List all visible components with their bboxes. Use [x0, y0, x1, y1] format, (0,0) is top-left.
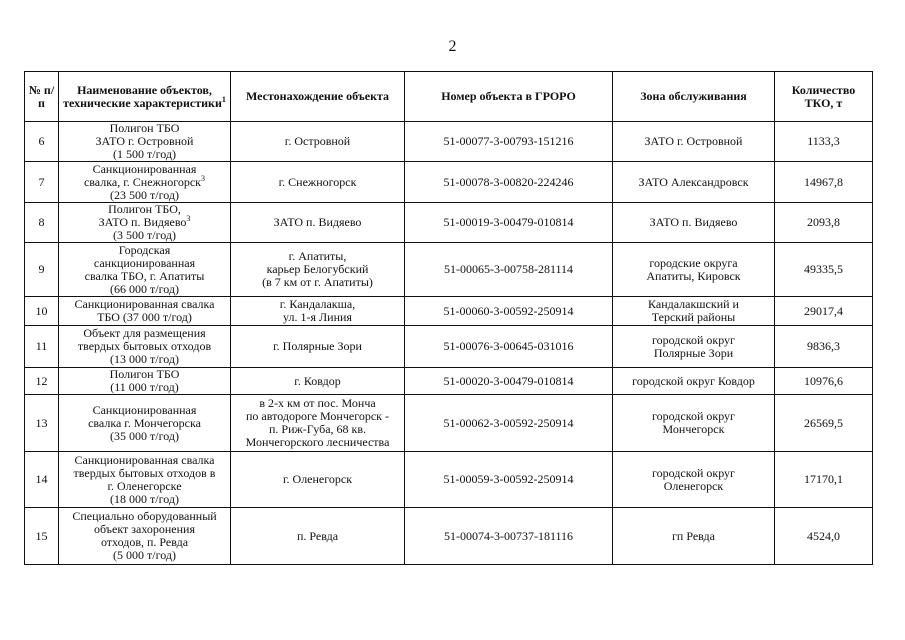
- header-name-footnote: 1: [221, 94, 226, 104]
- cell-name-line: свалка ТБО, г. Апатиты: [84, 268, 205, 283]
- table-row: [25, 243, 873, 297]
- cell-zone-line: городской округ: [652, 332, 735, 347]
- header-name: [59, 72, 231, 122]
- table-row: [25, 297, 873, 326]
- cell-name-line: (1 500 т/год): [113, 147, 176, 161]
- header-num: № п/п: [25, 72, 59, 122]
- cell-name: [59, 368, 231, 395]
- cell-name-line: свалка г. Мончегорска: [88, 415, 201, 430]
- table-row: [25, 326, 873, 368]
- cell-zone: [613, 368, 775, 395]
- cell-groro: 51-00020-3-00479-010814: [405, 368, 613, 395]
- cell-location-line: в 2-х км от пос. Монча: [259, 396, 376, 410]
- cell-name-line: (5 000 т/год): [113, 548, 176, 562]
- cell-location-line: ул. 1-я Линия: [283, 310, 352, 324]
- cell-name-line: Санкционированная: [92, 402, 197, 417]
- cell-name: [59, 122, 231, 162]
- cell-zone: [613, 508, 775, 565]
- cell-name-line: Объект для размещения: [83, 326, 206, 340]
- cell-name: [59, 508, 231, 565]
- cell-location-line: Мончегорского лесничества: [245, 435, 390, 449]
- cell-groro: 51-00076-3-00645-031016: [405, 326, 613, 368]
- cell-zone-line: ЗАТО г. Островной: [644, 134, 743, 148]
- cell-groro: 51-00019-3-00479-010814: [405, 203, 613, 243]
- cell-location-line: по автодороге Мончегорск -: [246, 409, 389, 423]
- cell-zone-line: Кандалакшский и: [648, 297, 739, 311]
- cell-name-footnote: 3: [186, 214, 191, 223]
- cell-location-line: п. Риж-Губа, 68 кв.: [268, 422, 367, 436]
- cell-location-line: г. Кандалакша,: [279, 297, 356, 311]
- cell-num: 12: [25, 368, 59, 395]
- cell-groro: 51-00062-3-00592-250914: [405, 395, 613, 452]
- cell-quantity: 29017,4: [775, 297, 873, 326]
- cell-groro: 51-00060-3-00592-250914: [405, 297, 613, 326]
- cell-name-line: Полигон ТБО: [109, 121, 180, 135]
- cell-location: [231, 122, 405, 162]
- cell-zone: [613, 395, 775, 452]
- cell-location-line: г. Ковдор: [294, 373, 341, 388]
- cell-zone-line: Полярные Зори: [653, 345, 734, 360]
- cell-num: 15: [25, 508, 59, 565]
- landfill-registry-table: [24, 71, 873, 565]
- cell-location: [231, 203, 405, 243]
- cell-name: [59, 203, 231, 243]
- cell-name-line: Городская: [118, 242, 171, 257]
- cell-name: [59, 395, 231, 452]
- cell-location: [231, 162, 405, 203]
- cell-name-line: (18 000 т/год): [110, 491, 179, 506]
- header-location: Местонахождение объекта: [231, 72, 405, 122]
- cell-name-line: санкционированная: [93, 255, 196, 270]
- cell-zone-line: городские округа: [649, 255, 738, 270]
- header-name-text: Наименование объектов, технические характеристики: [63, 82, 222, 110]
- cell-zone: [613, 122, 775, 162]
- table-row: [25, 395, 873, 452]
- cell-groro: 51-00077-3-00793-151216: [405, 122, 613, 162]
- cell-zone: [613, 243, 775, 297]
- cell-location-line: г. Островной: [284, 134, 351, 148]
- cell-name-line: твердых бытовых отходов: [77, 339, 212, 353]
- cell-location: [231, 452, 405, 508]
- cell-groro: 51-00065-3-00758-281114: [405, 243, 613, 297]
- cell-location-line: г. Полярные Зори: [273, 339, 362, 353]
- cell-name-line: г. Оленегорске: [107, 478, 182, 493]
- cell-zone-line: городской округ: [652, 465, 735, 480]
- cell-location-line: (в 7 км от г. Апатиты): [262, 275, 373, 289]
- table-row: [25, 368, 873, 395]
- cell-name-line: ЗАТО г. Островной: [95, 134, 194, 148]
- cell-name: [59, 162, 231, 203]
- header-groro: Номер объекта в ГРОРО: [405, 72, 613, 122]
- cell-zone-line: ЗАТО Александровск: [638, 174, 749, 189]
- cell-name-footnote: 3: [201, 173, 206, 183]
- cell-name: [59, 452, 231, 508]
- cell-quantity: 14967,8: [775, 162, 873, 203]
- cell-num: 10: [25, 297, 59, 326]
- page-number: 2: [448, 38, 457, 55]
- cell-quantity: 4524,0: [775, 508, 873, 565]
- cell-num: 14: [25, 452, 59, 508]
- cell-quantity: 9836,3: [775, 326, 873, 368]
- cell-num: 13: [25, 395, 59, 452]
- cell-zone-line: ЗАТО п. Видяево: [649, 215, 738, 229]
- cell-zone-line: Апатиты, Кировск: [646, 268, 741, 283]
- cell-quantity: 17170,1: [775, 452, 873, 508]
- cell-name-line: ЗАТО п. Видяево: [98, 215, 187, 229]
- cell-quantity: 2093,8: [775, 203, 873, 243]
- cell-name-line: (13 000 т/год): [110, 352, 179, 366]
- cell-quantity: 10976,6: [775, 368, 873, 395]
- cell-quantity: 49335,5: [775, 243, 873, 297]
- cell-name-line: ТБО (37 000 т/год): [97, 310, 192, 324]
- cell-zone-line: городской округ Ковдор: [632, 373, 755, 388]
- cell-name-line: отходов, п. Ревда: [100, 535, 189, 549]
- cell-num: 7: [25, 162, 59, 203]
- cell-name-line: (23 500 т/год): [110, 187, 179, 202]
- cell-location-line: г. Апатиты,: [288, 249, 347, 263]
- cell-name-line: Полигон ТБО: [109, 367, 180, 381]
- cell-zone: [613, 203, 775, 243]
- cell-name-line: Санкционированная свалка: [74, 297, 215, 311]
- cell-location-line: ЗАТО п. Видяево: [273, 215, 362, 229]
- cell-groro: 51-00059-3-00592-250914: [405, 452, 613, 508]
- cell-num: 11: [25, 326, 59, 368]
- cell-name-line: твердых бытовых отходов в: [73, 465, 216, 480]
- cell-zone-line: гп Ревда: [672, 528, 715, 543]
- cell-location: [231, 297, 405, 326]
- cell-location: [231, 508, 405, 565]
- cell-name: [59, 243, 231, 297]
- cell-groro: 51-00074-3-00737-181116: [405, 508, 613, 565]
- cell-zone: [613, 162, 775, 203]
- cell-location-line: карьер Белогубский: [266, 262, 369, 276]
- cell-num: 8: [25, 203, 59, 243]
- table-row: [25, 452, 873, 508]
- cell-location-line: г. Снежногорск: [278, 174, 357, 189]
- table-row: [25, 203, 873, 243]
- cell-zone-line: Терский районы: [651, 310, 736, 324]
- table-row: [25, 508, 873, 565]
- cell-name-line: (66 000 т/год): [110, 281, 179, 296]
- cell-zone: [613, 326, 775, 368]
- cell-name-line: Санкционированная свалка: [74, 452, 215, 467]
- cell-groro: 51-00078-3-00820-224246: [405, 162, 613, 203]
- cell-location: [231, 326, 405, 368]
- cell-location: [231, 395, 405, 452]
- cell-quantity: 26569,5: [775, 395, 873, 452]
- cell-zone-line: Мончегорск: [662, 422, 725, 436]
- cell-name: [59, 326, 231, 368]
- cell-name-line: Специально оборудованный: [72, 509, 217, 523]
- cell-zone-line: городской округ: [652, 409, 735, 423]
- cell-num: 9: [25, 243, 59, 297]
- cell-name-line: (35 000 т/год): [110, 428, 179, 443]
- cell-name-line: Санкционированная: [92, 161, 197, 176]
- cell-name-line: (3 500 т/год): [113, 228, 176, 242]
- cell-num: 6: [25, 122, 59, 162]
- cell-location: [231, 368, 405, 395]
- table-row: [25, 162, 873, 203]
- cell-zone-line: Оленегорск: [663, 478, 724, 493]
- cell-zone: [613, 297, 775, 326]
- cell-quantity: 1133,3: [775, 122, 873, 162]
- cell-zone: [613, 452, 775, 508]
- cell-name-line: (11 000 т/год): [110, 380, 179, 394]
- table-row: [25, 122, 873, 162]
- header-zone: Зона обслуживания: [613, 72, 775, 122]
- table-body: [25, 122, 873, 565]
- cell-location-line: г. Оленегорск: [282, 472, 353, 486]
- cell-location-line: п. Ревда: [296, 528, 339, 543]
- cell-name: [59, 297, 231, 326]
- cell-name-line: свалка, г. Снежногорск: [83, 174, 202, 189]
- header-quantity: Количество ТКО, т: [775, 72, 873, 122]
- cell-name-line: Полигон ТБО,: [108, 202, 181, 216]
- cell-name-line: объект захоронения: [94, 522, 195, 536]
- table-header-row: [25, 72, 873, 122]
- cell-location: [231, 243, 405, 297]
